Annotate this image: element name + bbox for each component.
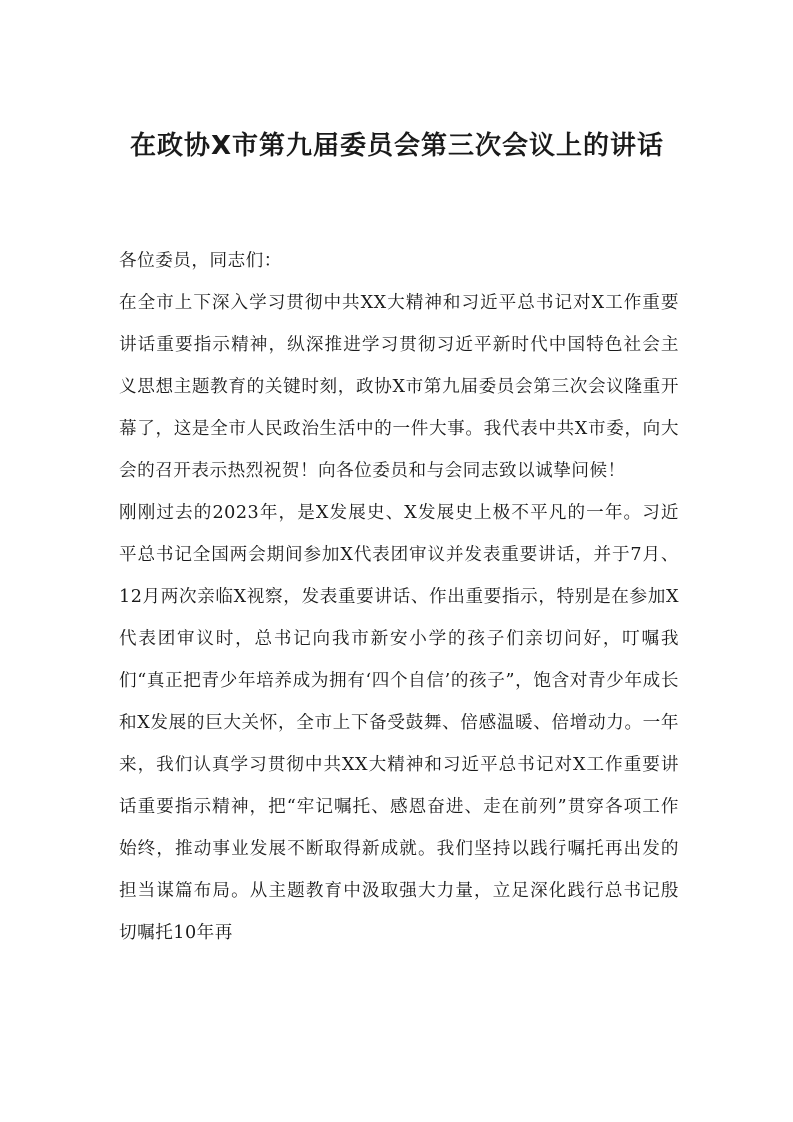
paragraph-1: 在全市上下深入学习贯彻中共XX大精神和习近平总书记对X工作重要讲话重要指示精神，纵深推进学习贯彻习近平新时代中国特色社会主义思想主题教育的关键时刻，政协X市第九届委员会第三次会议隆重开幕了，这是全市人民政治生活中的一件大事。我代表中共X市委，向大会的召开表示热烈祝贺！向各位委员和与会同志致以诚挚问候！ xyxy=(119,293,679,481)
document-body xyxy=(119,240,679,954)
greeting: 各位委员，同志们： xyxy=(119,251,282,271)
document-title: 在政协X市第九届委员会第三次会议上的讲话 xyxy=(129,131,665,161)
paragraph-2: 刚刚过去的2023年，是X发展史、X发展史上极不平凡的一年。习近平总书记全国两会期间参加X代表团审议并发表重要讲话，并于7月、12月两次亲临X视察，发表重要讲话、作出重要指示，特别是在参加X代表团审议时，总书记向我市新安小学的孩子们亲切问好，叮嘱我们“真正把青少年培养成为拥有‘四个自信’的孩子”，饱含对青少年成长和X发展的巨大关怀，全市上下备受鼓舞、倍感温暖、倍增动力。一年来，我们认真学习贯彻中共XX大精神和习近平总书记对X工作重要讲话重要指示精神，把“牢记嘱托、感恩奋进、走在前列”贯穿各项工作始终，推动事业发展不断取得新成就。我们坚持以践行嘱托再出发的担当谋篇布局。从主题教育中汲取强大力量，立足深化践行总书记殷切嘱托10年再 xyxy=(119,503,679,943)
